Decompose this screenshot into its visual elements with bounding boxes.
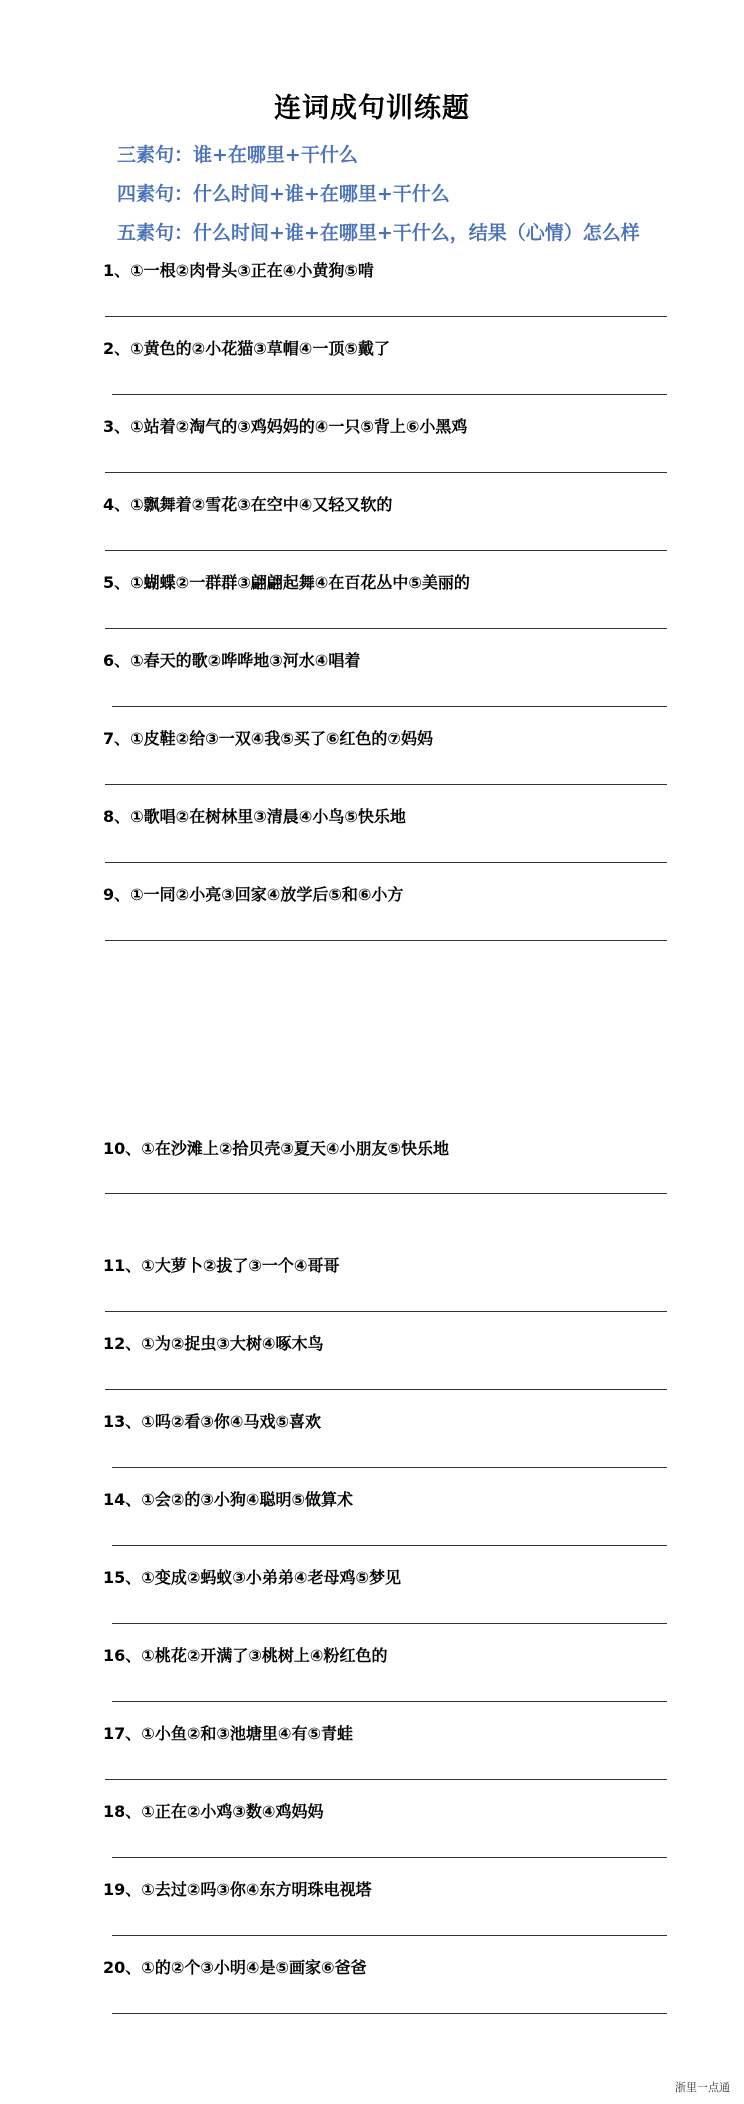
- answer-line-17[interactable]: [105, 1779, 667, 1780]
- answer-line-8[interactable]: [105, 862, 667, 863]
- answer-line-1[interactable]: [105, 316, 667, 317]
- question-10: 10、①在沙滩上②拾贝壳③夏天④小朋友⑤快乐地: [103, 1139, 450, 1158]
- rule-three-element: 三素句：谁+在哪里+干什么: [117, 144, 358, 166]
- question-7: 7、①皮鞋②给③一双④我⑤买了⑥红色的⑦妈妈: [103, 729, 433, 748]
- answer-line-6[interactable]: [112, 706, 667, 707]
- answer-line-9[interactable]: [105, 940, 667, 941]
- answer-line-13[interactable]: [112, 1467, 667, 1468]
- answer-line-10[interactable]: [105, 1193, 667, 1194]
- question-11: 11、①大萝卜②拔了③一个④哥哥: [103, 1256, 340, 1275]
- question-1: 1、①一根②肉骨头③正在④小黄狗⑤啃: [103, 261, 374, 280]
- question-15: 15、①变成②蚂蚁③小弟弟④老母鸡⑤梦见: [103, 1568, 402, 1587]
- rule-four-element: 四素句：什么时间+谁+在哪里+干什么: [117, 183, 450, 205]
- question-17: 17、①小鱼②和③池塘里④有⑤青蛙: [103, 1724, 354, 1743]
- answer-line-16[interactable]: [112, 1701, 667, 1702]
- question-12: 12、①为②捉虫③大树④啄木鸟: [103, 1334, 324, 1353]
- answer-line-7[interactable]: [105, 784, 667, 785]
- answer-line-19[interactable]: [112, 1935, 667, 1936]
- answer-line-11[interactable]: [105, 1311, 667, 1312]
- question-2: 2、①黄色的②小花猫③草帽④一顶⑤戴了: [103, 339, 390, 358]
- answer-line-5[interactable]: [105, 628, 667, 629]
- question-18: 18、①正在②小鸡③数④鸡妈妈: [103, 1802, 324, 1821]
- question-3: 3、①站着②淘气的③鸡妈妈的④一只⑤背上⑥小黑鸡: [103, 417, 468, 436]
- footer-watermark: 浙里一点通: [675, 2081, 730, 2094]
- answer-line-14[interactable]: [112, 1545, 667, 1546]
- answer-line-20[interactable]: [112, 2013, 667, 2014]
- answer-line-3[interactable]: [105, 472, 667, 473]
- answer-line-4[interactable]: [105, 550, 667, 551]
- page-title: 连词成句训练题: [274, 93, 470, 124]
- answer-line-2[interactable]: [112, 394, 667, 395]
- question-16: 16、①桃花②开满了③桃树上④粉红色的: [103, 1646, 388, 1665]
- question-8: 8、①歌唱②在树林里③清晨④小鸟⑤快乐地: [103, 807, 406, 826]
- question-14: 14、①会②的③小狗④聪明⑤做算术: [103, 1490, 354, 1509]
- rule-five-element: 五素句：什么时间+谁+在哪里+干什么，结果（心情）怎么样: [117, 222, 640, 244]
- answer-line-12[interactable]: [105, 1389, 667, 1390]
- question-9: 9、①一同②小亮③回家④放学后⑤和⑥小方: [103, 885, 404, 904]
- answer-line-18[interactable]: [112, 1857, 667, 1858]
- question-4: 4、①飘舞着②雪花③在空中④又轻又软的: [103, 495, 393, 514]
- question-19: 19、①去过②吗③你④东方明珠电视塔: [103, 1880, 372, 1899]
- question-6: 6、①春天的歌②哗哗地③河水④唱着: [103, 651, 361, 670]
- answer-line-15[interactable]: [112, 1623, 667, 1624]
- question-13: 13、①吗②看③你④马戏⑤喜欢: [103, 1412, 322, 1431]
- question-5: 5、①蝴蝶②一群群③翩翩起舞④在百花丛中⑤美丽的: [103, 573, 470, 592]
- question-20: 20、①的②个③小明④是⑤画家⑥爸爸: [103, 1958, 367, 1977]
